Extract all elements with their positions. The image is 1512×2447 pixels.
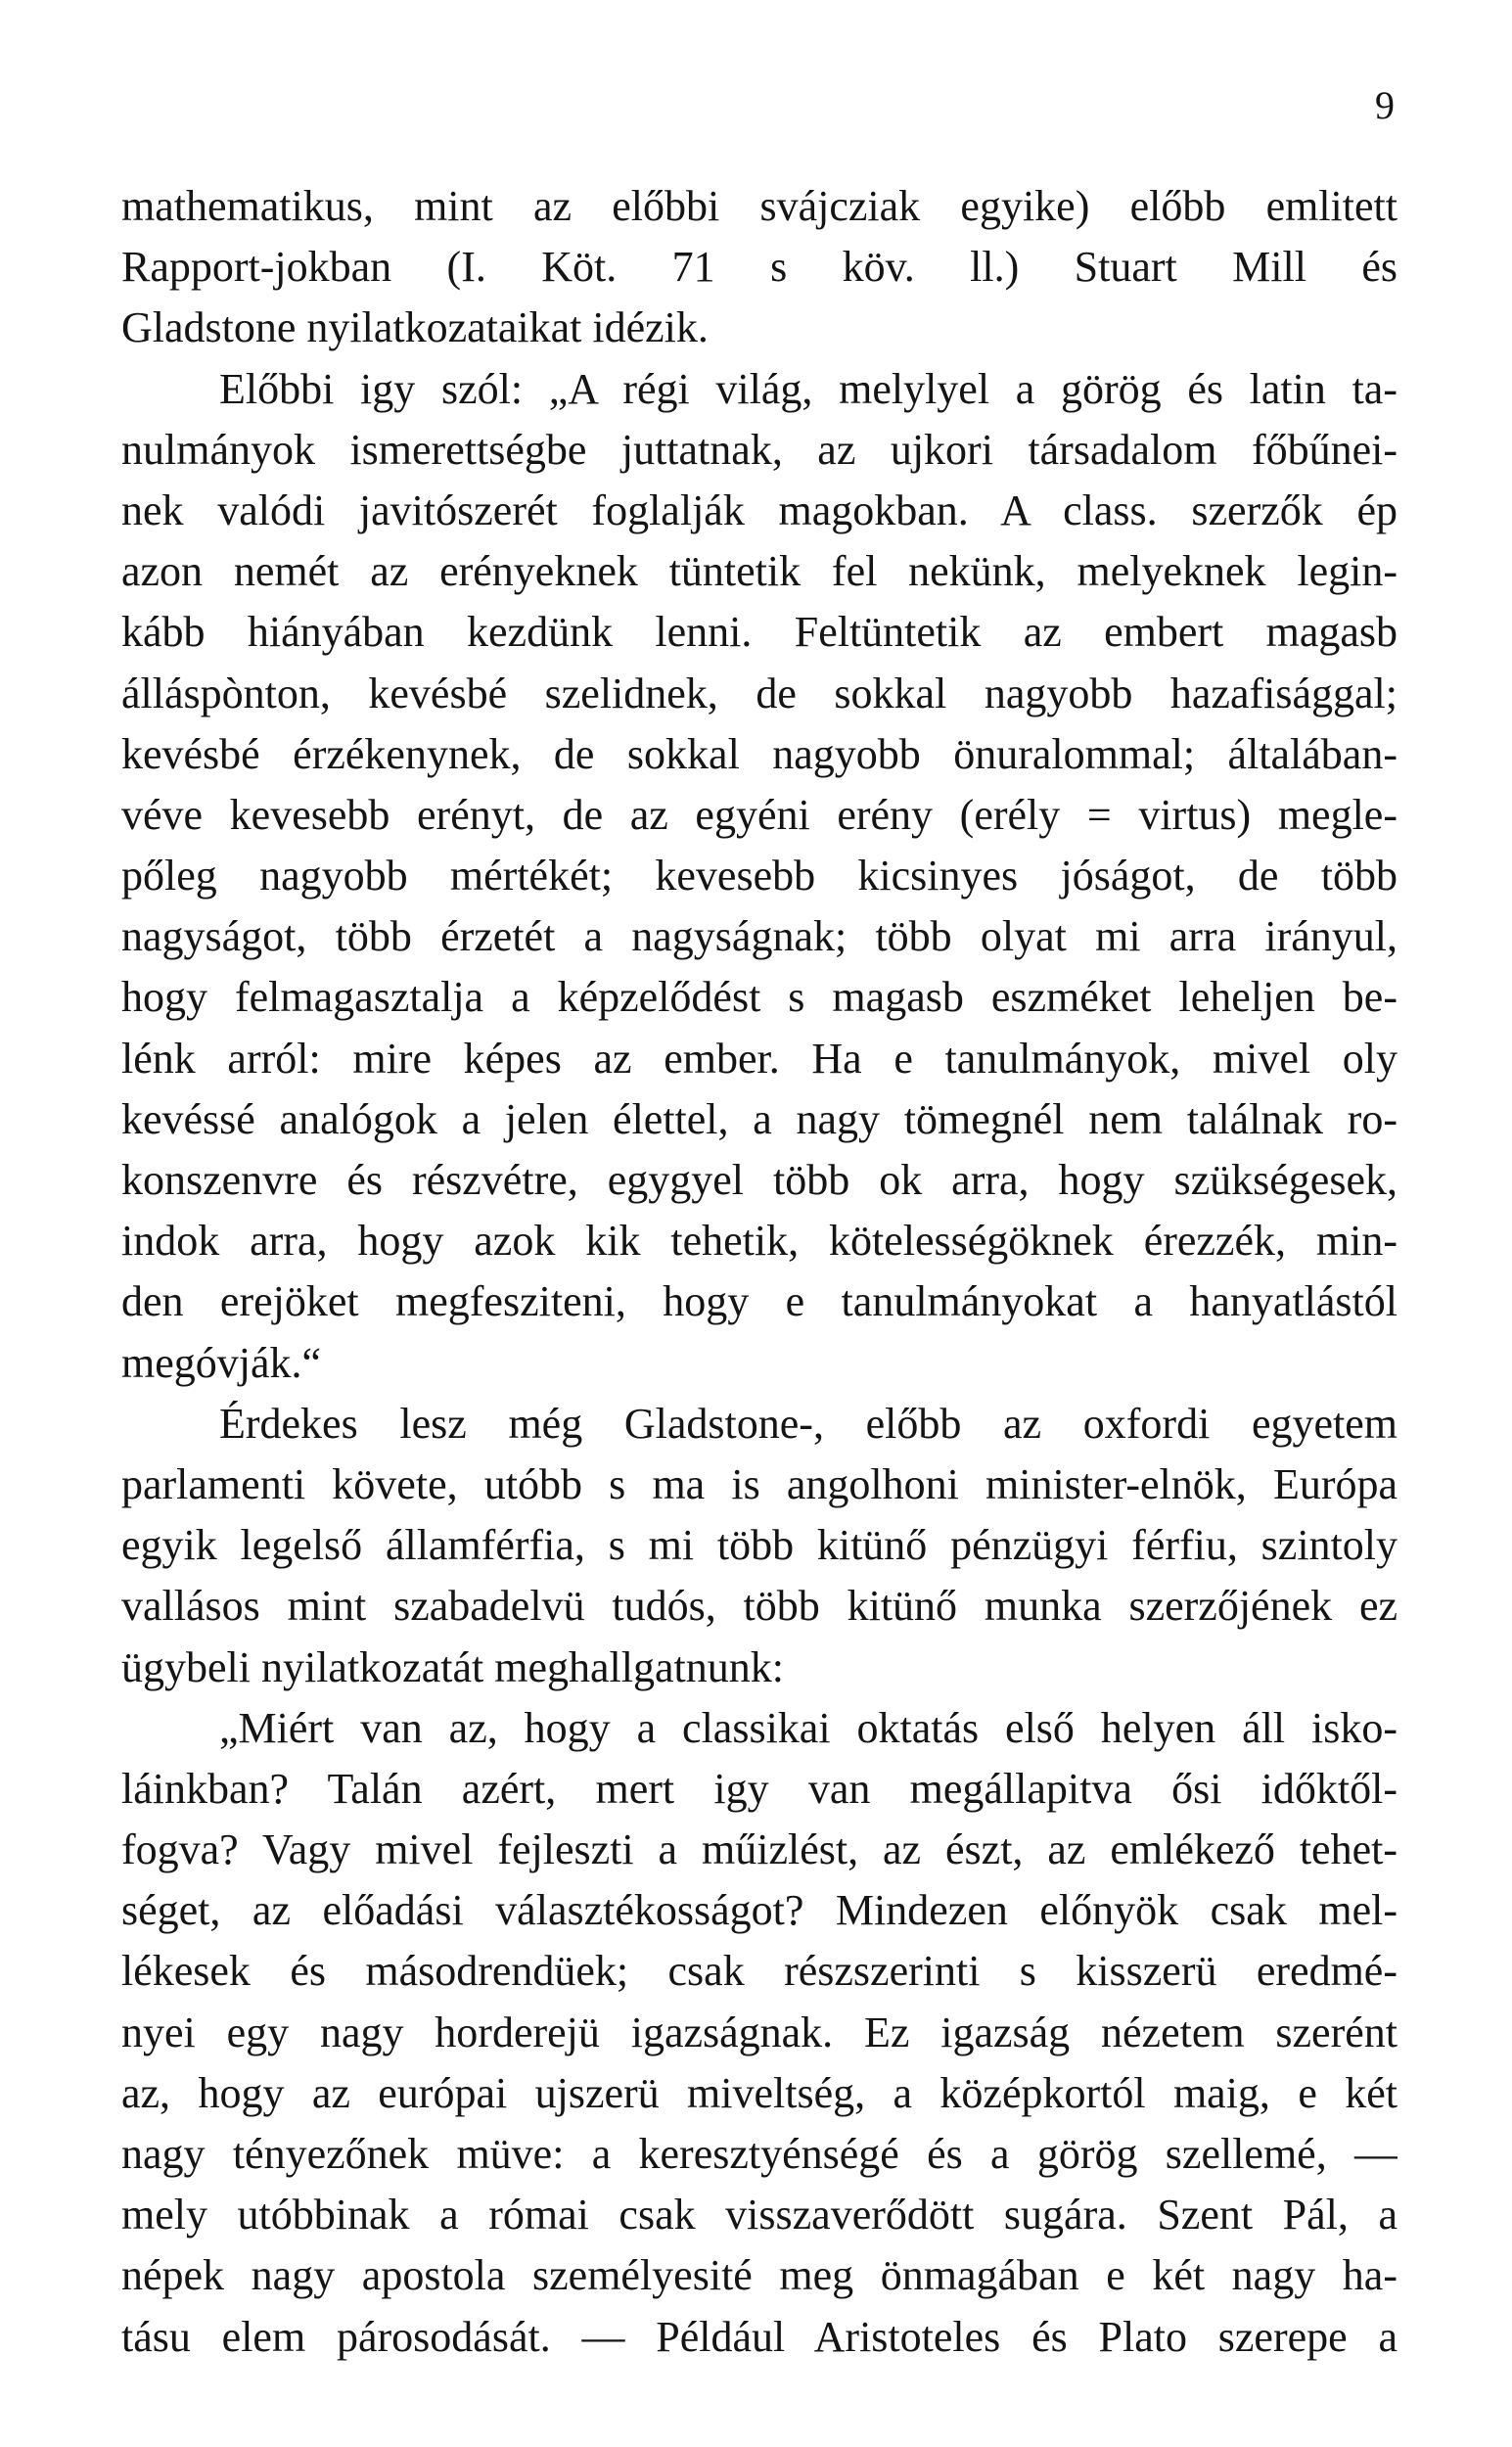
text-line: láinkban? Talán azért, mert igy van megállapitva ősi időktől- — [121, 1764, 1397, 1813]
text-line: „Miért van az, hogy a classikai oktatás első helyen áll isko- — [219, 1703, 1397, 1752]
text-line: tásu elem párosodását. — Például Aristoteles és Plato szerepe a — [121, 2312, 1397, 2361]
text-line: fogva? Vagy mivel fejleszti a műizlést, az észt, az emlékező tehet- — [121, 1825, 1397, 1874]
text-line: séget, az előadási választékosságot? Mindezen előnyök csak mel- — [121, 1886, 1397, 1935]
text-line: pőleg nagyobb mértékét; kevesebb kicsinyes jóságot, de több — [121, 852, 1397, 900]
text-line: Érdekes lesz még Gladstone-, előbb az oxfordi egyetem — [219, 1399, 1397, 1448]
text-line: hogy felmagasztalja a képzelődést s magasb eszméket leheljen be- — [121, 973, 1397, 1022]
text-line: Gladstone nyilatkozataikat idézik. — [121, 303, 709, 352]
text-line: azon nemét az erényeknek tüntetik fel nekünk, melyeknek legin- — [121, 547, 1397, 596]
text-line: véve kevesebb erényt, de az egyéni erény (erély = virtus) meglе- — [121, 790, 1397, 839]
text-line: nagyságot, több érzetét a nagyságnak; több olyat mi arra irányul, — [121, 912, 1397, 961]
text-line: vallásos mint szabadelvü tudós, több kitünő munka szerzőjének ez — [121, 1582, 1397, 1631]
text-line: mely utóbbinak a római csak visszaverődött sugára. Szent Pál, a — [121, 2191, 1397, 2239]
text-line: népek nagy apostola személyesité meg önmagában e két nagy ha- — [121, 2251, 1397, 2300]
text-line: nulmányok ismerettségbe juttatnak, az ujkori társadalom főbűnei- — [121, 425, 1397, 474]
text-line: Előbbi igy szól: „A régi világ, melylyel a görög és latin ta- — [219, 364, 1397, 413]
text-line: nek valódi javitószerét foglalják magokban. A class. szerzők ép — [121, 485, 1397, 534]
body-text — [121, 176, 1397, 2368]
text-line: lékesek és másodrendüek; csak részszerinti s kisszerü eredmé- — [121, 1947, 1397, 1996]
text-line: megóvják.“ — [121, 1338, 322, 1387]
text-line: mathematikus, mint az előbbi svájcziak egyike) előbb emlitett — [121, 182, 1397, 230]
text-line: indok arra, hogy azok kik tehetik, kötelességöknek érezzék, min- — [121, 1217, 1397, 1266]
text-line: egyik legelső államférfia, s mi több kitünő pénzügyi férfiu, szintoly — [121, 1521, 1397, 1570]
text-line: konszenvre és részvétre, egygyel több ok arra, hogy szükségesek, — [121, 1156, 1397, 1204]
text-line: kevésbé érzékenynek, de sokkal nagyobb önuralommal; általában- — [121, 729, 1397, 778]
text-line: ügybeli nyilatkozatát meghallgatnunk: — [121, 1642, 784, 1691]
text-line: nyei egy nagy horderejü igazságnak. Ez igazság nézetem szerént — [121, 2008, 1397, 2056]
text-line: az, hogy az európai ujszerü miveltség, a középkortól maig, e két — [121, 2068, 1397, 2117]
text-line: kább hiányában kezdünk lenni. Feltüntetik az embert magasb — [121, 608, 1397, 657]
page-number: 9 — [1375, 83, 1395, 127]
text-line: kevéssé analógok a jelen élettel, a nagy tömegnél nem találnak ro- — [121, 1094, 1397, 1143]
text-line: álláspònton, kevésbé szelidnek, de sokkal nagyobb hazafisággal; — [121, 669, 1397, 717]
text-line: parlamenti követe, utóbb s ma is angolhoni minister-elnök, Európa — [121, 1459, 1397, 1508]
text-line: Rapport-jokban (I. Köt. 71 s köv. ll.) Stuart Mill és — [121, 243, 1397, 292]
text-line: nagy tényezőnek müve: a keresztyénségé és a görög szellemé, — — [121, 2130, 1397, 2178]
text-line: den erejöket megfesziteni, hogy e tanulmányokat a hanyatlástól — [121, 1277, 1397, 1326]
text-line: lénk arról: mire képes az ember. Ha e tanulmányok, mivel oly — [121, 1034, 1397, 1083]
